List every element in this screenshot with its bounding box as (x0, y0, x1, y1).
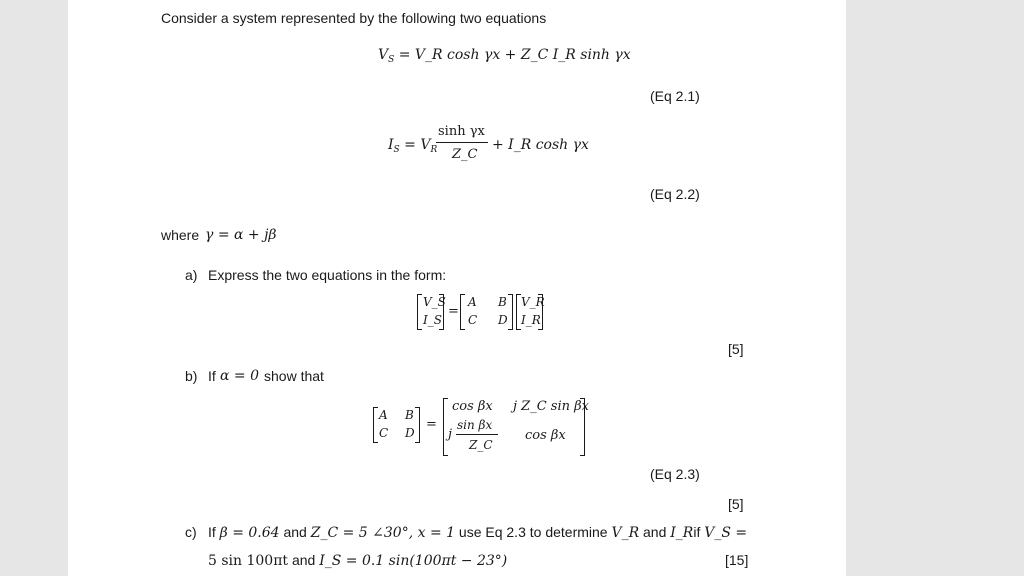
result-r2c1-numerator: sin βx (457, 418, 493, 432)
part-c-beta: β = 0.64 (219, 525, 280, 541)
eq1-lhs-sub: S (388, 55, 395, 65)
vec-right-bracket-r (538, 294, 543, 330)
part-c-mid: use Eq 2.3 to determine (458, 524, 608, 540)
eq2-denominator: Z_C (452, 147, 478, 162)
result-r2c2: cos βx (525, 428, 566, 443)
eq2-lhs: I (388, 137, 394, 153)
result-r2c1-denominator: Z_C (469, 438, 493, 452)
vec-left-bracket-r (439, 294, 444, 330)
matrix-a-r2c1: C (468, 313, 478, 327)
vec-right-top: V_R (521, 295, 545, 309)
matrix-a-bracket-l (460, 294, 465, 330)
matrix-b-r2c2: D (405, 426, 415, 440)
part-a-marks: [5] (728, 341, 744, 357)
eq2-fraction-line (436, 142, 488, 143)
part-c-line1 (208, 525, 747, 540)
matrix-b-bracket-r (415, 407, 420, 443)
matrix-a-r1c2: B (498, 295, 507, 309)
vec-left-top: V_S (423, 295, 446, 309)
eq2-lhs-group: $I_S = V_R$ (388, 137, 438, 155)
document-page (68, 0, 846, 576)
matrix-b-r1c1: A (379, 408, 388, 422)
part-c-zc: Z_C = 5 ∠30°, x = 1 (310, 525, 456, 541)
intro-text: Consider a system represented by the following two equations (161, 10, 547, 26)
gamma-definition: γ = α + jβ (205, 227, 277, 243)
result-r1c1: cos βx (452, 399, 493, 414)
part-c-and-3: and (291, 552, 316, 568)
where-text: where (161, 227, 200, 243)
matrix-b-r1c2: B (405, 408, 414, 422)
vec-left-bottom: I_S (423, 313, 442, 327)
part-c-and-2: and (643, 524, 667, 540)
eq2-tail: + I_R cosh γx (492, 137, 589, 153)
matrix-a-r2c2: D (498, 313, 508, 327)
matrix-a-r1c1: A (468, 295, 477, 309)
part-c-vr: V_R (611, 525, 640, 541)
part-b-condition: α = 0 (220, 368, 259, 384)
eq1-rhs: = V_R cosh γx + Z_C I_R sinh γx (398, 47, 631, 63)
equals-sign-b: = (426, 417, 437, 432)
part-c-if-2: if (693, 524, 701, 540)
part-b-marks: [5] (728, 496, 744, 512)
part-a-text: Express the two equations in the form: (208, 267, 447, 283)
eq-2-1 (378, 48, 631, 65)
eq-2-2-label: (Eq 2.2) (650, 186, 700, 202)
matrix-a-bracket-r (508, 294, 513, 330)
vec-right-bottom: I_R (521, 313, 541, 327)
part-c-if: If (208, 524, 216, 540)
part-c-and-1: and (283, 524, 307, 540)
eq-2-3-label: (Eq 2.3) (650, 466, 700, 482)
part-c-line2 (208, 553, 507, 568)
result-fraction-line (456, 434, 498, 435)
part-c-vs-value: 5 sin 100πt (208, 553, 289, 569)
equals-sign: = (448, 304, 459, 319)
result-r2c1-j: j (448, 427, 453, 442)
part-b-show-that: show that (264, 368, 324, 384)
result-bracket-r (580, 398, 585, 456)
part-c-marker: c) (185, 524, 197, 540)
eq-2-1-label: (Eq 2.1) (650, 88, 700, 104)
part-c-ir: I_R (670, 525, 694, 541)
part-c-is-value: I_S = 0.1 sin(100πt − 23°) (319, 553, 508, 569)
matrix-b-bracket-l (373, 407, 378, 443)
result-r1c2: j Z_C sin βx (513, 399, 589, 414)
part-b-marker: b) (185, 368, 198, 384)
part-b-if: If (208, 368, 216, 384)
vec-left-bracket-l (417, 294, 422, 330)
eq2-lhs-sub: S (393, 145, 400, 155)
part-a-marker: a) (185, 267, 198, 283)
part-c-vs: V_S = (704, 525, 748, 541)
matrix-b-r2c1: C (379, 426, 389, 440)
part-c-marks: [15] (725, 552, 749, 568)
eq2-numerator: sinh γx (438, 124, 485, 139)
eq1-lhs: V (378, 47, 389, 63)
